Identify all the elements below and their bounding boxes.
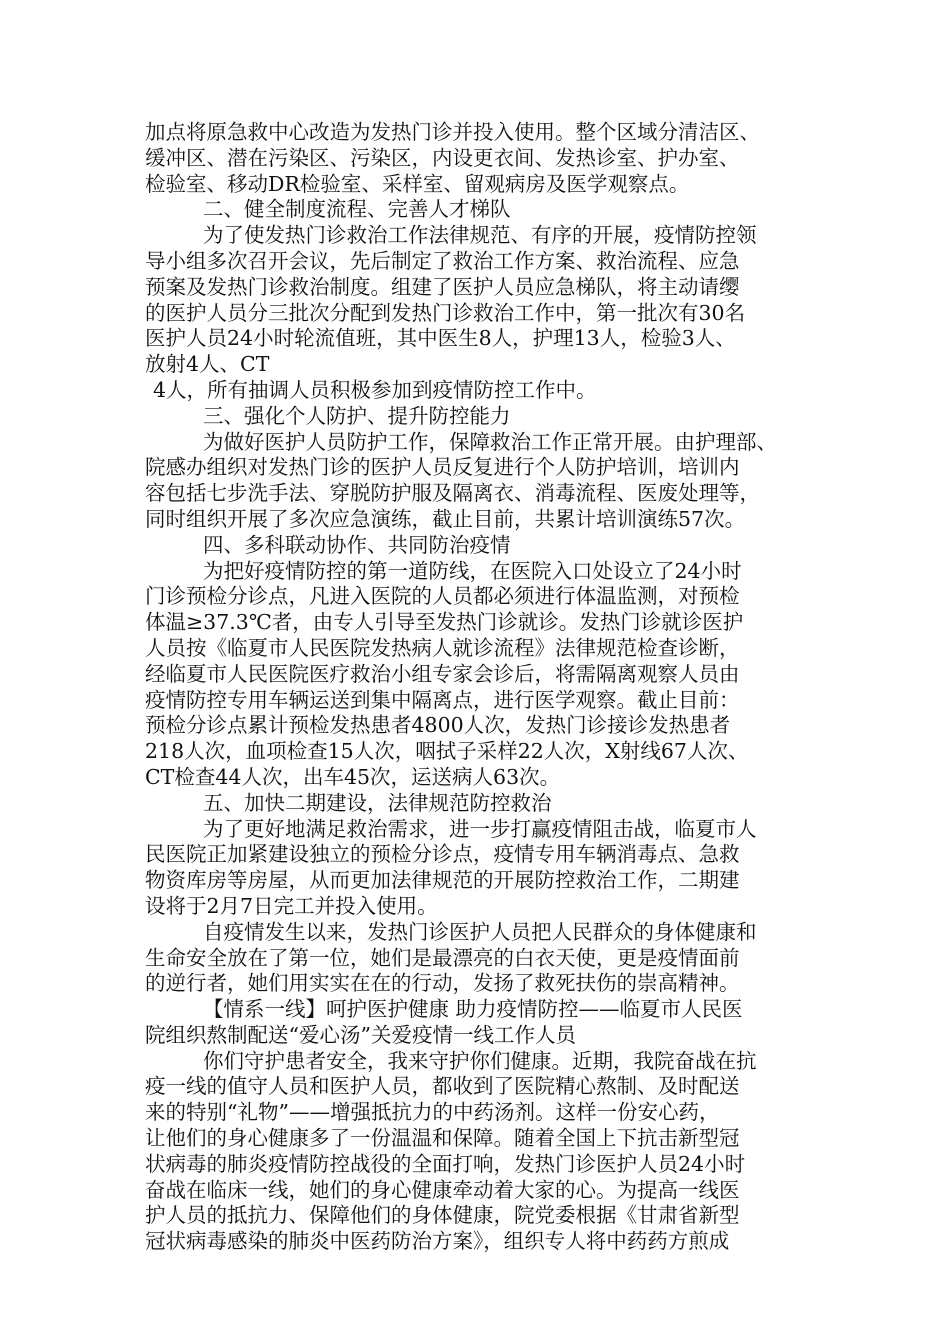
text-line: 状病毒的肺炎疫情防控战役的全面打响，发热门诊医护人员24小时 xyxy=(145,1151,746,1176)
text-line: 来的特别“礼物”——增强抵抗力的中药汤剂。这样一份安心药， xyxy=(145,1100,720,1125)
text-line: 预案及发热门诊救治制度。组建了医护人员应急梯队，将主动请缨 xyxy=(145,274,740,299)
text-line: 为了更好地满足救治需求，进一步打赢疫情阻击战，临夏市人 xyxy=(203,816,757,841)
text-line: 你们守护患者安全，我来守护你们健康。近期，我院奋战在抗 xyxy=(203,1048,757,1073)
text-line: 为把好疫情防控的第一道防线，在医院入口处设立了24小时 xyxy=(203,558,742,583)
text-line: 【情系一线】呵护医护健康 助力疫情防控——临夏市人民医 xyxy=(203,997,743,1022)
text-line: 物资库房等房屋，从而更加法律规范的开展防控救治工作，二期建 xyxy=(145,868,740,893)
text-line: 门诊预检分诊点，凡进入医院的人员都必须进行体温监测，对预检 xyxy=(145,584,740,609)
text-line: 为了使发热门诊救治工作法律规范、有序的开展，疫情防控领 xyxy=(203,223,757,248)
text-line: 生命安全放在了第一位，她们是最漂亮的白衣天使，更是疫情面前 xyxy=(145,945,740,970)
text-line: 三、强化个人防护、提升防控能力 xyxy=(203,403,511,428)
text-line: 民医院正加紧建设独立的预检分诊点，疫情专用车辆消毒点、急救 xyxy=(145,842,740,867)
text-line: CT检查44人次，出车45次，运送病人63次。 xyxy=(145,764,561,789)
text-line: 的医护人员分三批次分配到发热门诊救治工作中，第一批次有30名 xyxy=(145,300,746,325)
text-line: 二、健全制度流程、完善人才梯队 xyxy=(203,197,511,222)
text-line: 院感办组织对发热门诊的医护人员反复进行个人防护培训，培训内 xyxy=(145,455,740,480)
text-line: 经临夏市人民医院医疗救治小组专家会诊后，将需隔离观察人员由 xyxy=(145,661,740,686)
text-line: 为做好医护人员防护工作，保障救治工作正常开展。由护理部、 xyxy=(203,429,777,454)
text-line: 疫一线的值守人员和医护人员，都收到了医院精心熬制、及时配送 xyxy=(145,1074,740,1099)
text-line: 冠状病毒感染的肺炎中医药防治方案》，组织专人将中药药方煎成 xyxy=(145,1229,730,1254)
text-line: 疫情防控专用车辆运送到集中隔离点，进行医学观察。截止目前： xyxy=(145,687,740,712)
text-line: 同时组织开展了多次应急演练，截止目前，共累计培训演练57次。 xyxy=(145,506,746,531)
text-line: 容包括七步洗手法、穿脱防护服及隔离衣、消毒流程、医废处理等， xyxy=(145,481,760,506)
text-line: 四、多科联动协作、共同防治疫情 xyxy=(203,532,511,557)
text-line: 护人员的抵抗力、保障他们的身体健康，院党委根据《甘肃省新型 xyxy=(145,1203,740,1228)
text-line: 的逆行者，她们用实实在在的行动，发扬了救死扶伤的崇高精神。 xyxy=(145,971,740,996)
text-line: 体温≥37.3℃者，由专人引导至发热门诊就诊。发热门诊就诊医护 xyxy=(145,610,744,635)
text-line: 设将于2月7日完工并投入使用。 xyxy=(145,893,438,918)
text-line: 4人，所有抽调人员积极参加到疫情防控工作中。 xyxy=(153,377,597,402)
text-line: 自疫情发生以来，发热门诊医护人员把人民群众的身体健康和 xyxy=(203,919,757,944)
text-line: 加点将原急救中心改造为发热门诊并投入使用。整个区域分清洁区、 xyxy=(145,120,760,144)
text-line: 检验室、移动DR检验室、采样室、留观病房及医学观察点。 xyxy=(145,171,690,196)
document-body xyxy=(145,120,805,1255)
text-line: 让他们的身心健康多了一份温温和保障。随着全国上下抗击新型冠 xyxy=(145,1126,740,1151)
text-line: 放射4人、CT xyxy=(145,352,270,377)
text-line: 人员按《临夏市人民医院发热病人就诊流程》法律规范检查诊断， xyxy=(145,635,740,660)
text-line: 预检分诊点累计预检发热患者4800人次，发热门诊接诊发热患者 xyxy=(145,713,731,738)
text-line: 缓冲区、潜在污染区、污染区，内设更衣间、发热诊室、护办室、 xyxy=(145,145,740,170)
text-line: 218人次，血项检查15人次，咽拭子采样22人次，X射线67人次、 xyxy=(145,739,749,764)
text-line: 院组织熬制配送“爱心汤”关爱疫情一线工作人员 xyxy=(145,1022,576,1047)
text-line: 奋战在临床一线，她们的身心健康牵动着大家的心。为提高一线医 xyxy=(145,1177,740,1202)
text-line: 五、加快二期建设，法律规范防控救治 xyxy=(203,790,552,815)
text-line: 导小组多次召开会议，先后制定了救治工作方案、救治流程、应急 xyxy=(145,248,740,273)
text-line: 医护人员24小时轮流值班，其中医生8人，护理13人，检验3人、 xyxy=(145,326,736,351)
